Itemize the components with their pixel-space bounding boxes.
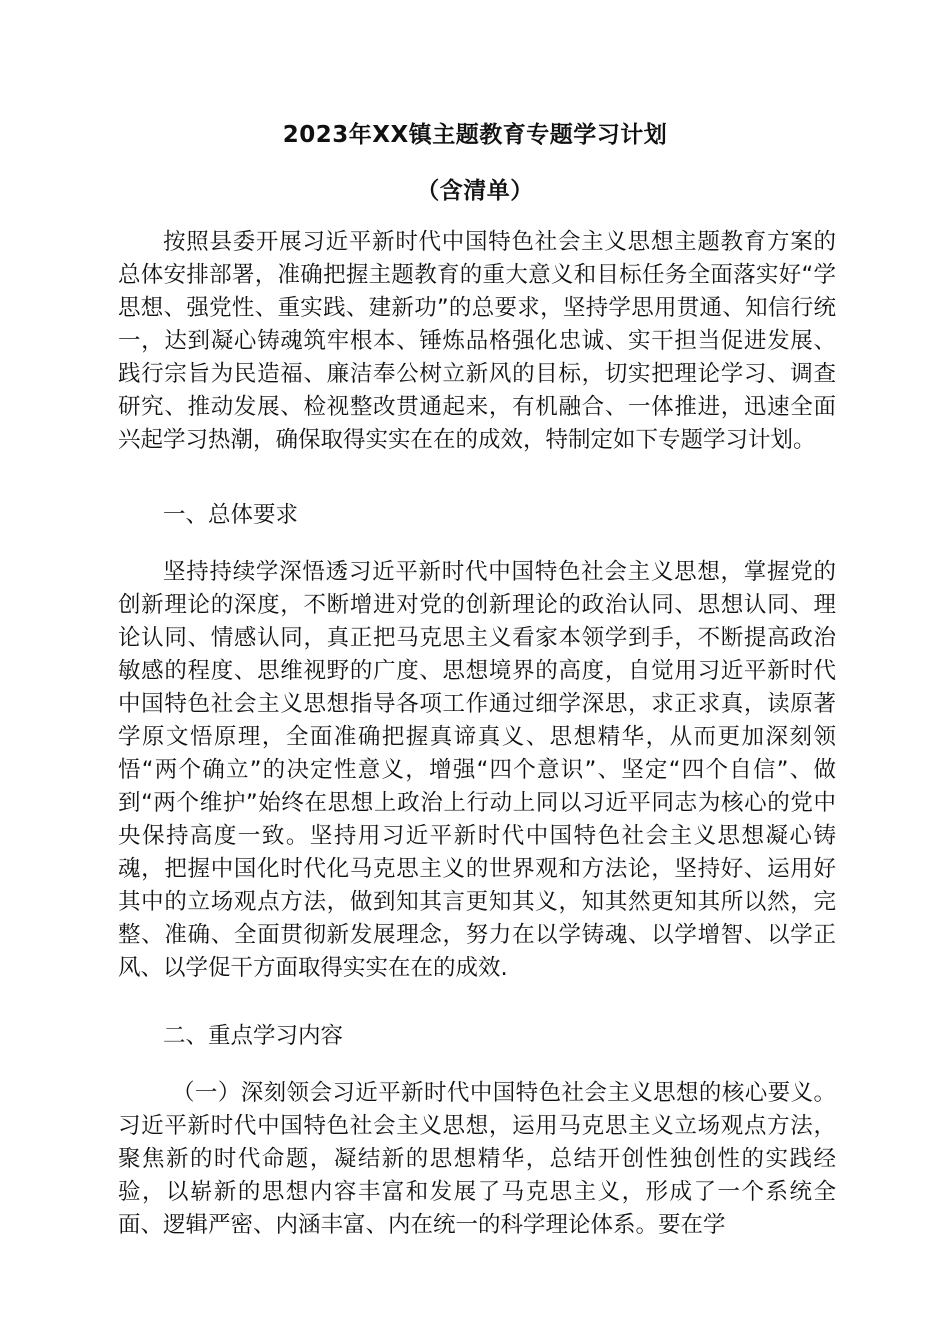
document-subtitle: （含清单） — [416, 178, 534, 204]
intro-paragraph: 按照县委开展习近平新时代中国特色社会主义思想主题教育方案的总体安排部署，准确把握主题教育的重大意义和目标任务全面落实好“学思想、强党性、重实践、建新功”的总要求，坚持学思用贯通、知信行统一，达到凝心铸魂筑牢根本、锤炼品格强化忠诚、实干担当促进发展、践行宗旨为民造福、廉洁奉公树立新风的目标，切实把理论学习、调查研究、推动发展、检视整改贯通起来，有机融合、一体推进，迅速全面兴起学习热潮，确保取得实实在在的成效，特制定如下专题学习计划。 — [118, 229, 836, 453]
section-heading-general-requirements: 一、总体要求 — [163, 502, 299, 528]
key-content-item-1-paragraph: （一）深刻领会习近平新时代中国特色社会主义思想的核心要义。习近平新时代中国特色社会主义思想，运用马克思主义立场观点方法，聚焦新的时代命题，凝结新的思想精华，总结开创性独创性的实践经验，以崭新的思想内容丰富和发展了马克思主义，形成了一个系统全面、逻辑严密、内涵丰富、内在统一的科学理论体系。要在学 — [118, 1080, 836, 1238]
general-requirements-paragraph: 坚持持续学深悟透习近平新时代中国特色社会主义思想，掌握党的创新理论的深度，不断增进对党的创新理论的政治认同、思想认同、理论认同、情感认同，真正把马克思主义看家本领学到手，不断提高政治敏感的程度、思维视野的广度、思想境界的高度，自觉用习近平新时代中国特色社会主义思想指导各项工作通过细学深思，求正求真，读原著学原文悟原理，全面准确把握真谛真义、思想精华，从而更加深刻领悟“两个确立”的决定性意义，增强“四个意识”、坚定“四个自信”、做到“两个维护”始终在思想上政治上行动上同以习近平同志为核心的党中央保持高度一致。坚持用习近平新时代中国特色社会主义思想凝心铸魂，把握中国化时代化马克思主义的世界观和方法论，坚持好、运用好其中的立场观点方法，做到知其言更知其义，知其然更知其所以然，完整、准确、全面贯彻新发展理念，努力在以学铸魂、以学增智、以学正风、以学促干方面取得实实在在的成效. — [118, 559, 836, 981]
section-heading-key-content: 二、重点学习内容 — [163, 1023, 344, 1049]
document-title: 2023年XX镇主题教育专题学习计划 — [282, 122, 668, 148]
